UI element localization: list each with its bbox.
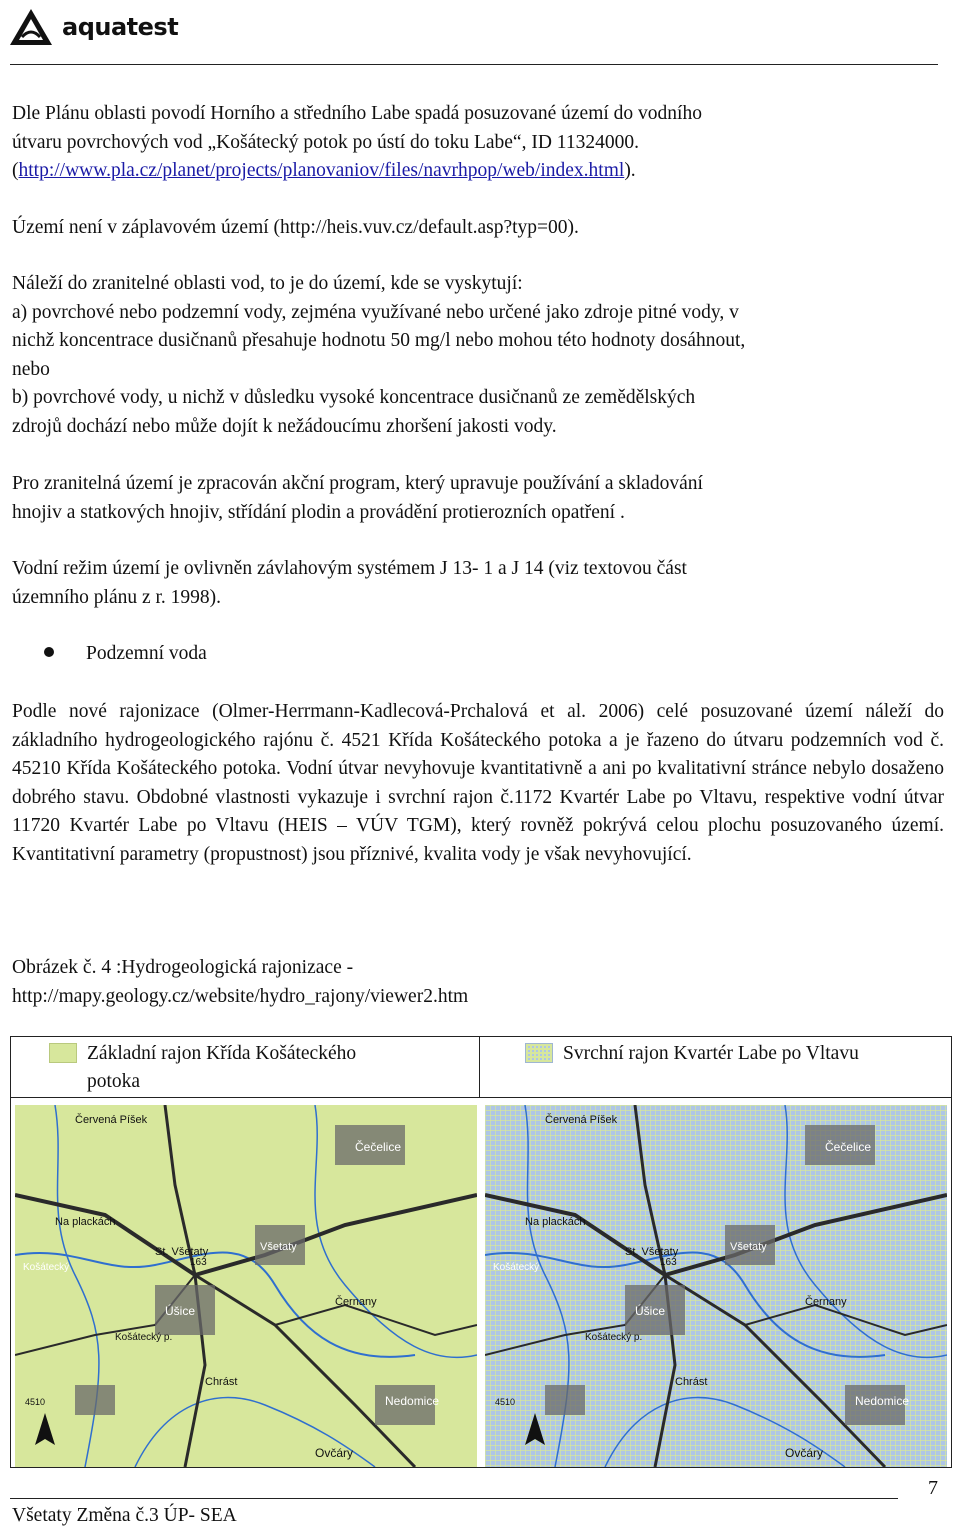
map-label: 163 xyxy=(660,1257,677,1268)
map-label: Černany xyxy=(805,1296,847,1308)
text-line: b) povrchové vody, u nichž v důsledku vysoké koncentrace dusičnanů ze zemědělských xyxy=(12,387,696,408)
text-line: hnojiv a statkových hnojiv, střídání plodin a provádění protierozních opatření . xyxy=(12,501,625,523)
map-label: Červená Píšek xyxy=(545,1114,618,1126)
map-label: 4510 xyxy=(495,1397,516,1407)
text-line: útvaru povrchových vod „Košátecký potok po ústí do toku Labe“, ID 11324000. xyxy=(12,131,639,153)
map-label: 4510 xyxy=(25,1397,46,1407)
map-left xyxy=(15,1105,477,1467)
text-line: zdrojů dochází nebo může dojít k nežádoucímu zhoršení jakosti vody. xyxy=(12,415,557,437)
map-label: St. Všetaty xyxy=(155,1246,209,1258)
figure-table xyxy=(10,1036,952,1468)
caption-line: Obrázek č. 4 :Hydrogeologická rajonizace - xyxy=(12,957,354,978)
map-label: Košátecký xyxy=(23,1262,70,1273)
settlement xyxy=(545,1385,585,1415)
paragraph-zranitelna-oblast xyxy=(12,270,946,441)
text-line: a) povrchové nebo podzemní vody, zejména využívané nebo určené jako zdroje pitné vody, v xyxy=(12,301,739,323)
map-label: Na plackách xyxy=(525,1216,586,1228)
legend-swatch-grid xyxy=(525,1043,553,1063)
text-line: nebo xyxy=(12,358,50,380)
footer-text: Všetaty Změna č.3 ÚP- SEA xyxy=(12,1505,237,1526)
text-line: územního plánu z r. 1998). xyxy=(12,586,222,608)
map-label: Ovčáry xyxy=(785,1446,824,1460)
table-divider xyxy=(479,1037,480,1097)
table-row-divider xyxy=(11,1097,951,1098)
page-number: 7 xyxy=(928,1477,938,1499)
legend-swatch-green xyxy=(49,1043,77,1063)
paragraph-plan-oblasti xyxy=(12,100,946,186)
legend-line: Základní rajon Křída Košáteckého xyxy=(87,1043,357,1064)
paragraph-akcni-program xyxy=(12,470,946,527)
map-label: Čečelice xyxy=(825,1140,872,1154)
map-label: 163 xyxy=(190,1257,207,1268)
footer-rule xyxy=(10,1498,898,1499)
map-label: Všetaty xyxy=(260,1241,297,1253)
map-label: Všetaty xyxy=(730,1241,767,1253)
map-label: Chrást xyxy=(675,1376,708,1388)
map-label: Úšice xyxy=(165,1304,196,1318)
caption-line: http://mapy.geology.cz/website/hydro_rajony/viewer2.htm xyxy=(12,985,469,1007)
logo-triangle-icon xyxy=(8,7,54,47)
map-label: Na plackách xyxy=(55,1216,116,1228)
settlement xyxy=(75,1385,115,1415)
map-left-svg xyxy=(15,1105,477,1467)
text-line: Pro zranitelná území je zpracován akční program, který upravuje používání a skladování xyxy=(12,473,703,494)
map-label: Červená Píšek xyxy=(75,1114,148,1126)
map-label: Ovčáry xyxy=(315,1446,354,1460)
map-label: St. Všetaty xyxy=(625,1246,679,1258)
map-label: Košátecký xyxy=(493,1262,540,1273)
map-right-svg xyxy=(485,1105,947,1467)
text-line: nichž koncentrace dusičnanů přesahuje hodnotu 50 mg/l nebo mohou této hodnoty dosáhnout, xyxy=(12,330,746,351)
paragraph-vodni-rezim xyxy=(12,555,946,612)
map-label: Chrást xyxy=(205,1376,238,1388)
map-label: Nedomice xyxy=(855,1394,910,1408)
map-label: Úšice xyxy=(635,1304,666,1318)
logo-text: aquatest xyxy=(62,13,179,41)
aquatest-logo xyxy=(8,4,178,50)
text-fragment: ( xyxy=(12,160,19,181)
legend-line: potoka xyxy=(87,1071,141,1092)
text-line: Vodní režim území je ovlivněn závlahovým systémem J 13- 1 a J 14 (viz textovou část xyxy=(12,558,687,579)
map-label: Čečelice xyxy=(355,1140,402,1154)
text-fragment: ). xyxy=(624,160,636,181)
map-right xyxy=(485,1105,947,1467)
paragraph-rajonizace: Podle nové rajonizace (Olmer-Herrmann-Kadlecová-Prchalová et al. 2006) celé posuzované území náleží do základního hydrogeologického rajónu č. 4521 Křída Košáteckého potoka a je řazeno do útvaru podzemních vod č. 45210 Křída Košáteckého potoka. Vodní útvar nevyhovuje kvantitativně a ani po kvalitativní stránce nebylo dosaženo dobrého stavu. Obdobné vlastnosti vykazuje i svrchní rajon č.1172 Kvartér Labe po Vltavu, respektive vodní útvar 11720 Kvartér Labe po Vltavu (HEIS – VÚV TGM), který rovněž pokrývá celou plochu posuzovaného území. Kvantitativní parametry (propustnost) jsou příznivé, kvalita vody je však nevyhovující. xyxy=(12,701,944,865)
map-label: Nedomice xyxy=(385,1394,440,1408)
paragraph-zaplavove-uzemi: Území není v záplavovém území (http://heis.vuv.cz/default.asp?typ=00). xyxy=(12,217,579,238)
legend-label-right: Svrchní rajon Kvartér Labe po Vltavu xyxy=(563,1043,859,1064)
plan-link[interactable]: http://www.pla.cz/planet/projects/planovaniov/files/navrhpop/web/index.html xyxy=(18,160,625,181)
section-heading-podzemni-voda: Podzemní voda xyxy=(86,643,207,664)
figure-caption xyxy=(12,954,946,1011)
text-line: Dle Plánu oblasti povodí Horního a středního Labe spadá posuzované území do vodního xyxy=(12,103,702,124)
header-rule xyxy=(10,64,938,65)
text-line: Náleží do zranitelné oblasti vod, to je do území, kde se vyskytují: xyxy=(12,273,523,294)
legend-label-left xyxy=(87,1040,473,1096)
bullet-icon xyxy=(44,647,54,657)
map-label: Košátecký p. xyxy=(115,1332,173,1343)
map-label: Košátecký p. xyxy=(585,1332,643,1343)
map-label: Černany xyxy=(335,1296,377,1308)
